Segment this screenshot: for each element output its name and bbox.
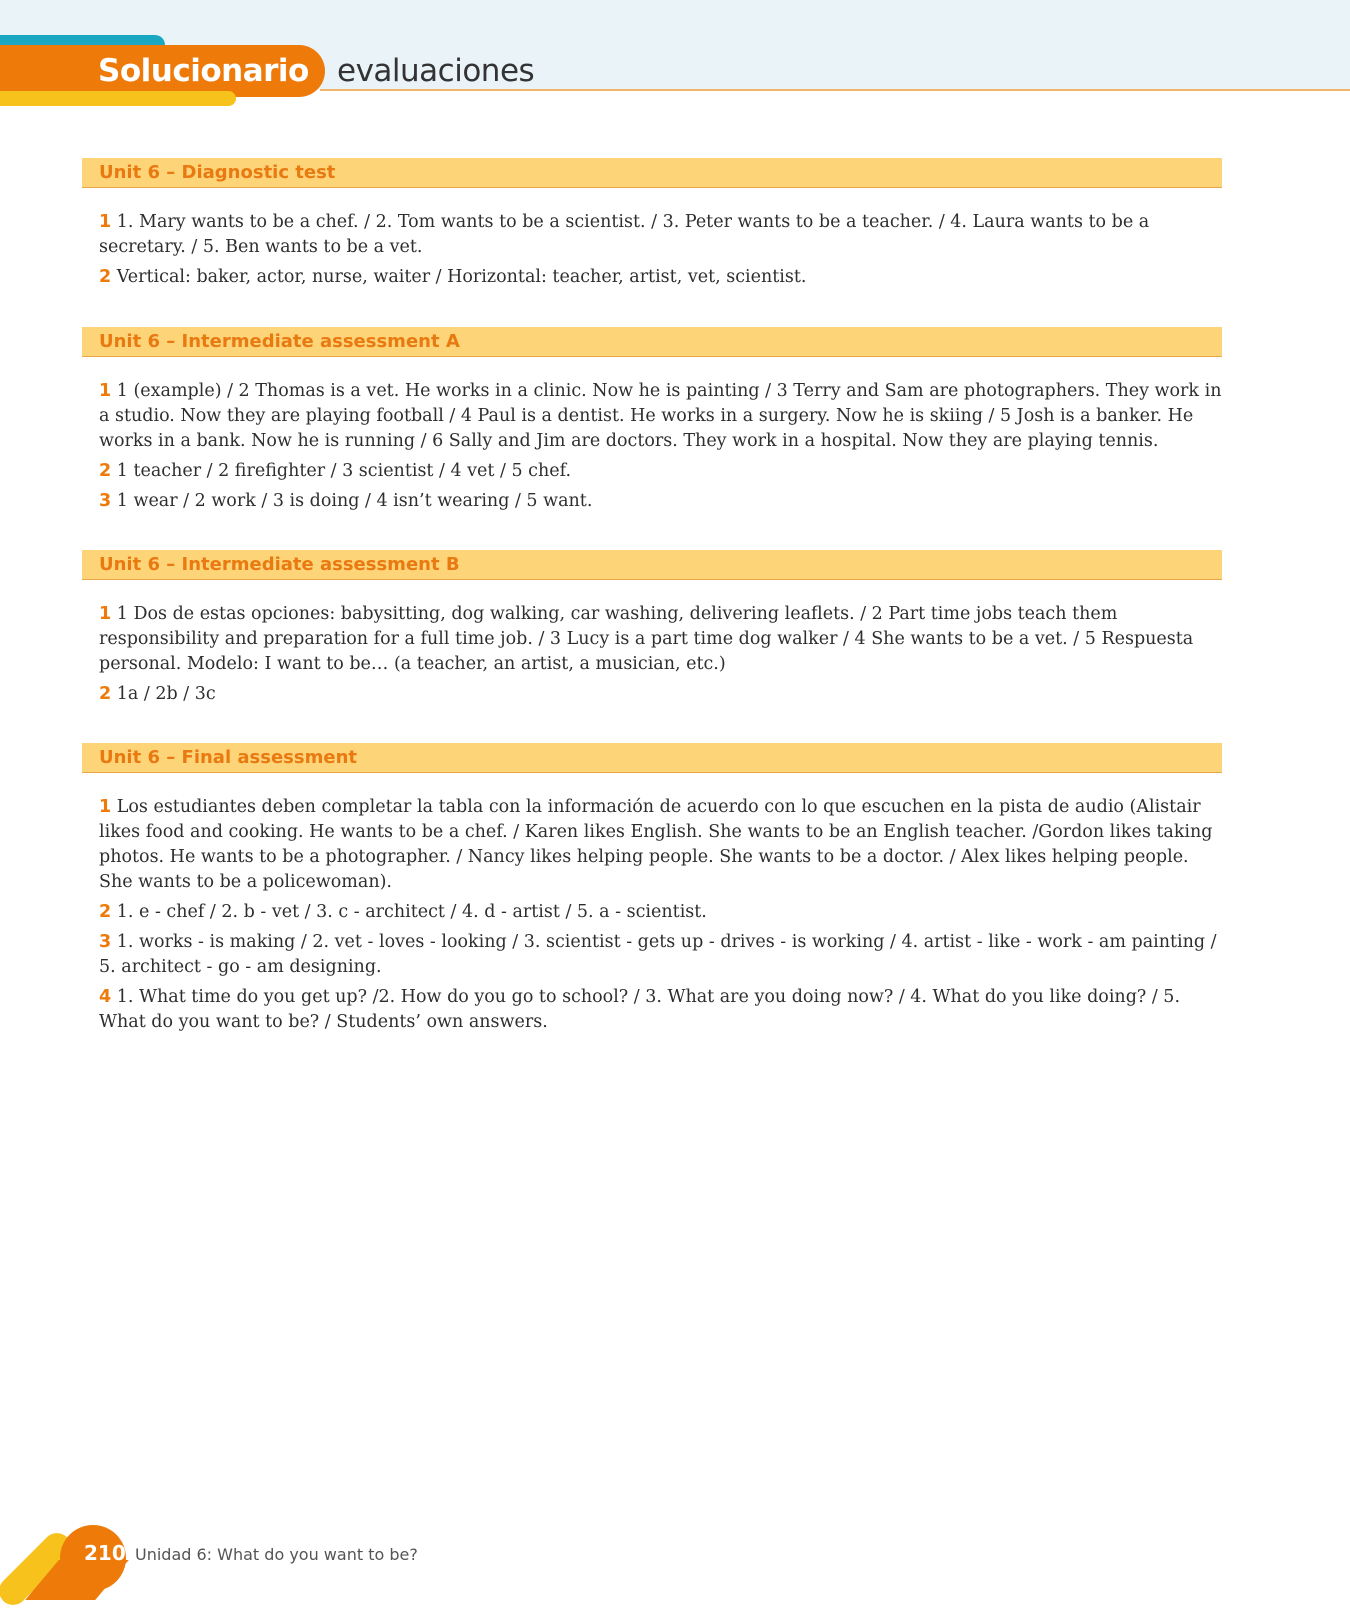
- section-heading-final: Unit 6 – Final assessment: [82, 743, 1222, 773]
- item-text: Vertical: baker, actor, nurse, waiter / Horizontal: teacher, artist, vet, scientist.: [116, 267, 807, 287]
- page-number: 210: [84, 1541, 126, 1565]
- answer-item: [99, 682, 1224, 707]
- answer-item: [99, 602, 1224, 677]
- item-text: 1 Dos de estas opciones: babysitting, dog walking, car washing, delivering leaflets. / 2 Part time jobs teach them responsibility and preparation for a full time job. / 3 Lucy is a part time dog walker / 4 She wants to be a vet. / 5 Respuesta personal. Modelo: I want to be… (a teacher, an artist, a musician, etc.): [99, 604, 1194, 674]
- item-text: 1 (example) / 2 Thomas is a vet. He works in a clinic. Now he is painting / 3 Terry and Sam are photographers. They work in a studio. Now they are playing football / 4 Paul is a dentist. He works in a surgery. Now he is skiing / 5 Josh is a banker. He works in a bank. Now he is running / 6 Sally and Jim are doctors. They work in a hospital. Now they are playing tennis.: [99, 381, 1222, 451]
- section-heading-diagnostic: Unit 6 – Diagnostic test: [82, 158, 1222, 188]
- footer-unit-title: Unidad 6: What do you want to be?: [135, 1545, 418, 1564]
- item-number: 1: [99, 797, 112, 817]
- item-text: 1 wear / 2 work / 3 is doing / 4 isn’t wearing / 5 want.: [116, 491, 593, 511]
- item-text: 1. works - is making / 2. vet - loves - looking / 3. scientist - gets up - drives - is working / 4. artist - like - work - am painting / 5. architect - go - am designing.: [99, 932, 1217, 977]
- item-number: 3: [99, 932, 112, 952]
- answer-item: [99, 930, 1224, 980]
- item-number: 2: [99, 902, 112, 922]
- page-title: Solucionario: [98, 53, 309, 89]
- item-number: 4: [99, 987, 112, 1007]
- section-body-final: [99, 795, 1224, 1040]
- item-text: 1. What time do you get up? /2. How do you go to school? / 3. What are you doing now? / 4. What do you like doing? / 5. What do you want to be? / Students’ own answers.: [99, 987, 1181, 1032]
- item-text: 1. Mary wants to be a chef. / 2. Tom wants to be a scientist. / 3. Peter wants to be a teacher. / 4. Laura wants to be a secretary. / 5. Ben wants to be a vet.: [99, 212, 1150, 257]
- item-number: 2: [99, 684, 112, 704]
- item-number: 1: [99, 604, 112, 624]
- answer-item: [99, 379, 1224, 454]
- item-text: Los estudiantes deben completar la tabla con la información de acuerdo con lo que escuchen en la pista de audio (Alistair likes food and cooking. He wants to be a chef. / Karen likes English. She wants to be an English teacher. /Gordon likes taking photos. He wants to be a photographer. / Nancy likes helping people. She wants to be a doctor. / Alex likes helping people. She wants to be a policewoman).: [99, 797, 1213, 892]
- answer-item: [99, 985, 1224, 1035]
- answer-item: [99, 900, 1224, 925]
- answer-item: [99, 459, 1224, 484]
- item-number: 1: [99, 212, 112, 232]
- item-number: 2: [99, 267, 112, 287]
- section-body-diagnostic: [99, 210, 1224, 295]
- answer-item: [99, 795, 1224, 895]
- section-heading-intermediate-b: Unit 6 – Intermediate assessment B: [82, 550, 1222, 580]
- answer-item: [99, 489, 1224, 514]
- item-text: 1 teacher / 2 firefighter / 3 scientist / 4 vet / 5 chef.: [116, 461, 572, 481]
- section-heading-intermediate-a: Unit 6 – Intermediate assessment A: [82, 327, 1222, 357]
- item-text: 1. e - chef / 2. b - vet / 3. c - architect / 4. d - artist / 5. a - scientist.: [116, 902, 707, 922]
- page-subtitle: evaluaciones: [337, 53, 535, 89]
- item-text: 1a / 2b / 3c: [116, 684, 216, 704]
- section-body-intermediate-b: [99, 602, 1224, 712]
- item-number: 3: [99, 491, 112, 511]
- answer-item: [99, 210, 1224, 260]
- section-body-intermediate-a: [99, 379, 1224, 519]
- answer-item: [99, 265, 1224, 290]
- item-number: 1: [99, 381, 112, 401]
- item-number: 2: [99, 461, 112, 481]
